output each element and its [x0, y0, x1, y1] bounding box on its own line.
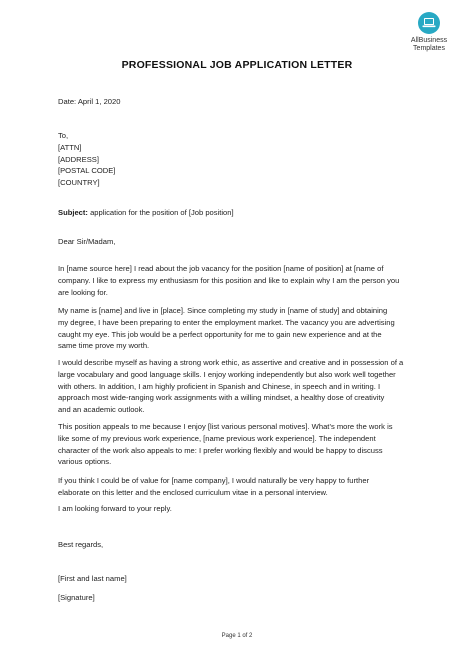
signature-placeholder: [Signature]: [58, 593, 95, 602]
paragraph-line: I am looking forward to your reply.: [58, 504, 172, 513]
body-paragraph: [58, 305, 422, 352]
salutation: Dear Sir/Madam,: [58, 237, 116, 246]
paragraph-line: company. I like to express my enthusiasm for this position and like to explain why I am the person you: [58, 275, 400, 285]
body-paragraph: [58, 421, 422, 468]
laptop-icon: [418, 12, 440, 34]
paragraph-line: large vocabulary and good language skills. I enjoy working independently but also work well together: [58, 369, 396, 379]
paragraph-line: various options.: [58, 457, 112, 467]
paragraph-line: elaborate on this letter and the enclosed curriculum vitae in a personal interview.: [58, 487, 328, 497]
paragraph-line: This position appeals to me because I enjoy [list various personal motives]. What’s more the work is: [58, 422, 393, 431]
brand-logo[interactable]: [392, 10, 466, 66]
paragraph-line: My name is [name] and live in [place]. Since completing my study in [name of study] and obtaining: [58, 306, 388, 315]
paragraph-line: my degree, I have been preparing to enter the employment market. The vacancy you are advertising: [58, 317, 395, 327]
closing-line: Best regards,: [58, 540, 104, 549]
body-paragraph: [58, 475, 422, 499]
paragraph-line: In [name source here] I read about the job vacancy for the position [name of position] at [name of: [58, 264, 384, 273]
subject-line: [58, 207, 422, 219]
address-line: [POSTAL CODE]: [58, 166, 116, 176]
paragraph-line: with others. In addition, I am highly proficient in Spanish and Chinese, in speech and in writing. I: [58, 381, 381, 391]
paragraph-line: If you think I could be of value for [name company], I would naturally be very happy to further: [58, 476, 370, 485]
name-placeholder: [First and last name]: [58, 574, 127, 583]
logo-text-line1: AllBusiness: [410, 37, 448, 44]
body-paragraph: [58, 503, 422, 515]
page-number: Page 1 of 2: [221, 633, 253, 639]
address-line: [ADDRESS]: [58, 154, 99, 164]
paragraph-line: character of the work also appeals to me: I prefer working flexibly and would be happy to discuss: [58, 445, 383, 455]
address-line: [ATTN]: [58, 142, 82, 152]
paragraph-line: caught my eye. This job would be a perfect opportunity for me to gain new experience and at the: [58, 329, 382, 339]
subject-text: application for the position of [Job position]: [87, 208, 234, 217]
paragraph-line: same time prove my worth.: [58, 341, 150, 351]
paragraph-line: approach most wide-ranging work assignments with a willing mindset, a healthy dose of creativity: [58, 393, 385, 403]
logo-text-line2: Templates: [413, 45, 445, 52]
letter-date: Date: April 1, 2020: [58, 97, 121, 106]
document-title: PROFESSIONAL JOB APPLICATION LETTER: [121, 59, 353, 71]
paragraph-line: and an academic outlook.: [58, 405, 145, 415]
body-paragraph: [58, 357, 422, 416]
paragraph-line: like some of my previous work experience, [name previous work experience]. The independent: [58, 433, 376, 443]
address-line: To,: [58, 131, 69, 140]
address-line: [COUNTRY]: [58, 178, 100, 188]
paragraph-line: I would describe myself as having a strong work ethic, as assertive and creative and in possession of a: [58, 358, 404, 367]
subject-label: Subject:: [58, 208, 88, 217]
body-paragraph: [58, 263, 422, 298]
recipient-address: [58, 130, 422, 189]
paragraph-line: are looking for.: [58, 287, 108, 297]
